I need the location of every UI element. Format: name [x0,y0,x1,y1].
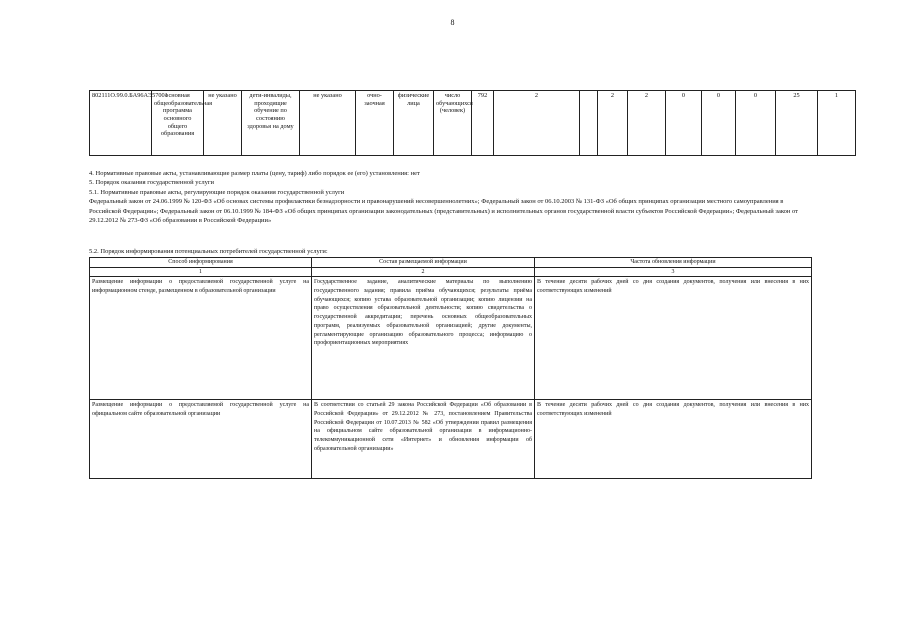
category-cell: дети-инвалиды, проходящие обучение по состоянию здоровья на дому [242,91,300,156]
table-cell: не указано [300,91,356,156]
program-cell: основная общеобразовательная программа основного общего образования [152,91,204,156]
frequency-cell: В течение десяти рабочих дней со дня создания документов, получения или внесения в них соответствующих изменений [535,277,812,400]
method-cell: Размещение информации о предоставляемой государственной услуге на официальном сайте образовательной организации [90,400,312,479]
service-table-row [90,91,856,156]
page-number: 8 [450,18,455,27]
info-table-row [90,277,812,400]
note-laws-text: Федеральный закон от 24.06.1999 № 120-ФЗ «Об основах системы профилактики безнадзорности и правонарушений несовершеннолетних»; Федеральный закон от 06.10.2003 № 131-ФЗ «Об общих принципах организации местного самоуправления в Российской Федерации»; Федеральный закон от 06.10.1999 № 184-ФЗ «Об общих принципах организации законодательных (представительных) и исполнительных органов государственной власти субъектов Российской Федерации»; Федеральный закон от 29.12.2012 № 273-ФЗ «Об образовании в Российской Федерации» [89,198,799,225]
value-cell: 1 [818,91,856,156]
value-cell: 25 [776,91,818,156]
value-cell: 2 [598,91,628,156]
header-number: 3 [535,267,812,277]
method-cell: Размещение информации о предоставляемой государственной услуге на информационном стенде, размещенном в образовательной организации [90,277,312,400]
service-table [89,90,856,156]
consumer-cell: физические лица [394,91,434,156]
frequency-cell: В течение десяти рабочих дней со дня создания документов, получения или внесения в них соответствующих изменений [535,400,812,479]
content-cell: В соответствии со статьей 29 закона Российской Федерации «Об образовании в Российской Федерации» от 29.12.2012 № 273, постановлением Правительства Российской Федерации от 10.07.2013 № 582 «Об утверждении правил размещения на официальном сайте образовательной организации в информационно-телекоммуникационной сети «Интернет» и обновления информации об образовательной организации» [312,400,535,479]
value-cell: 0 [666,91,702,156]
registry-number-cell: 802111О.99.0.БА96АЭ57001 [90,91,152,156]
header-number: 1 [90,267,312,277]
info-section-title: 5.2. Порядок информирования потенциальных потребителей государственной услуги: [89,248,328,255]
note-regulation-heading: 5.1. Нормативные правовые акты, регулирующие порядок оказания государственной услуги [89,188,345,196]
value-cell: 2 [628,91,666,156]
indicator-cell: число обучающихся (человек) [434,91,472,156]
info-table [89,257,812,479]
note-paid-services: 4. Нормативные правовые акты, устанавливающие размер платы (цену, тариф) либо порядок ее (его) установления: нет [89,170,420,177]
table-cell: не указано [204,91,242,156]
note-procedure-heading: 5. Порядок оказания государственной услуги [89,179,214,187]
value-cell: 0 [736,91,776,156]
value-cell: 0 [702,91,736,156]
value-cell [580,91,598,156]
form-cell: очно-заочная [356,91,394,156]
info-table-header [90,258,812,268]
content-cell: Государственное задание, аналитические материалы по выполнению государственного задания; правила приёма обучающихся; результаты приёма обучающихся; копию устава образовательной организации; копию лицензии на право осуществления образовательной деятельности; копию свидетельства о государственной аккредитации; перечень основных общеобразовательных программ, реализуемых образовательной организацией; другие документы, регламентирующие организацию образовательного процесса; информацию о профориентационных мероприятиях [312,277,535,400]
okei-code-cell: 792 [472,91,494,156]
header-number: 2 [312,267,535,277]
header-method: Способ информирования [90,258,312,268]
info-table-header-numbers [90,267,812,277]
info-table-row [90,400,812,479]
header-frequency: Частота обновления информации [535,258,812,268]
header-content: Состав размещаемой информации [312,258,535,268]
notes-section [89,169,811,226]
value-cell: 2 [494,91,580,156]
